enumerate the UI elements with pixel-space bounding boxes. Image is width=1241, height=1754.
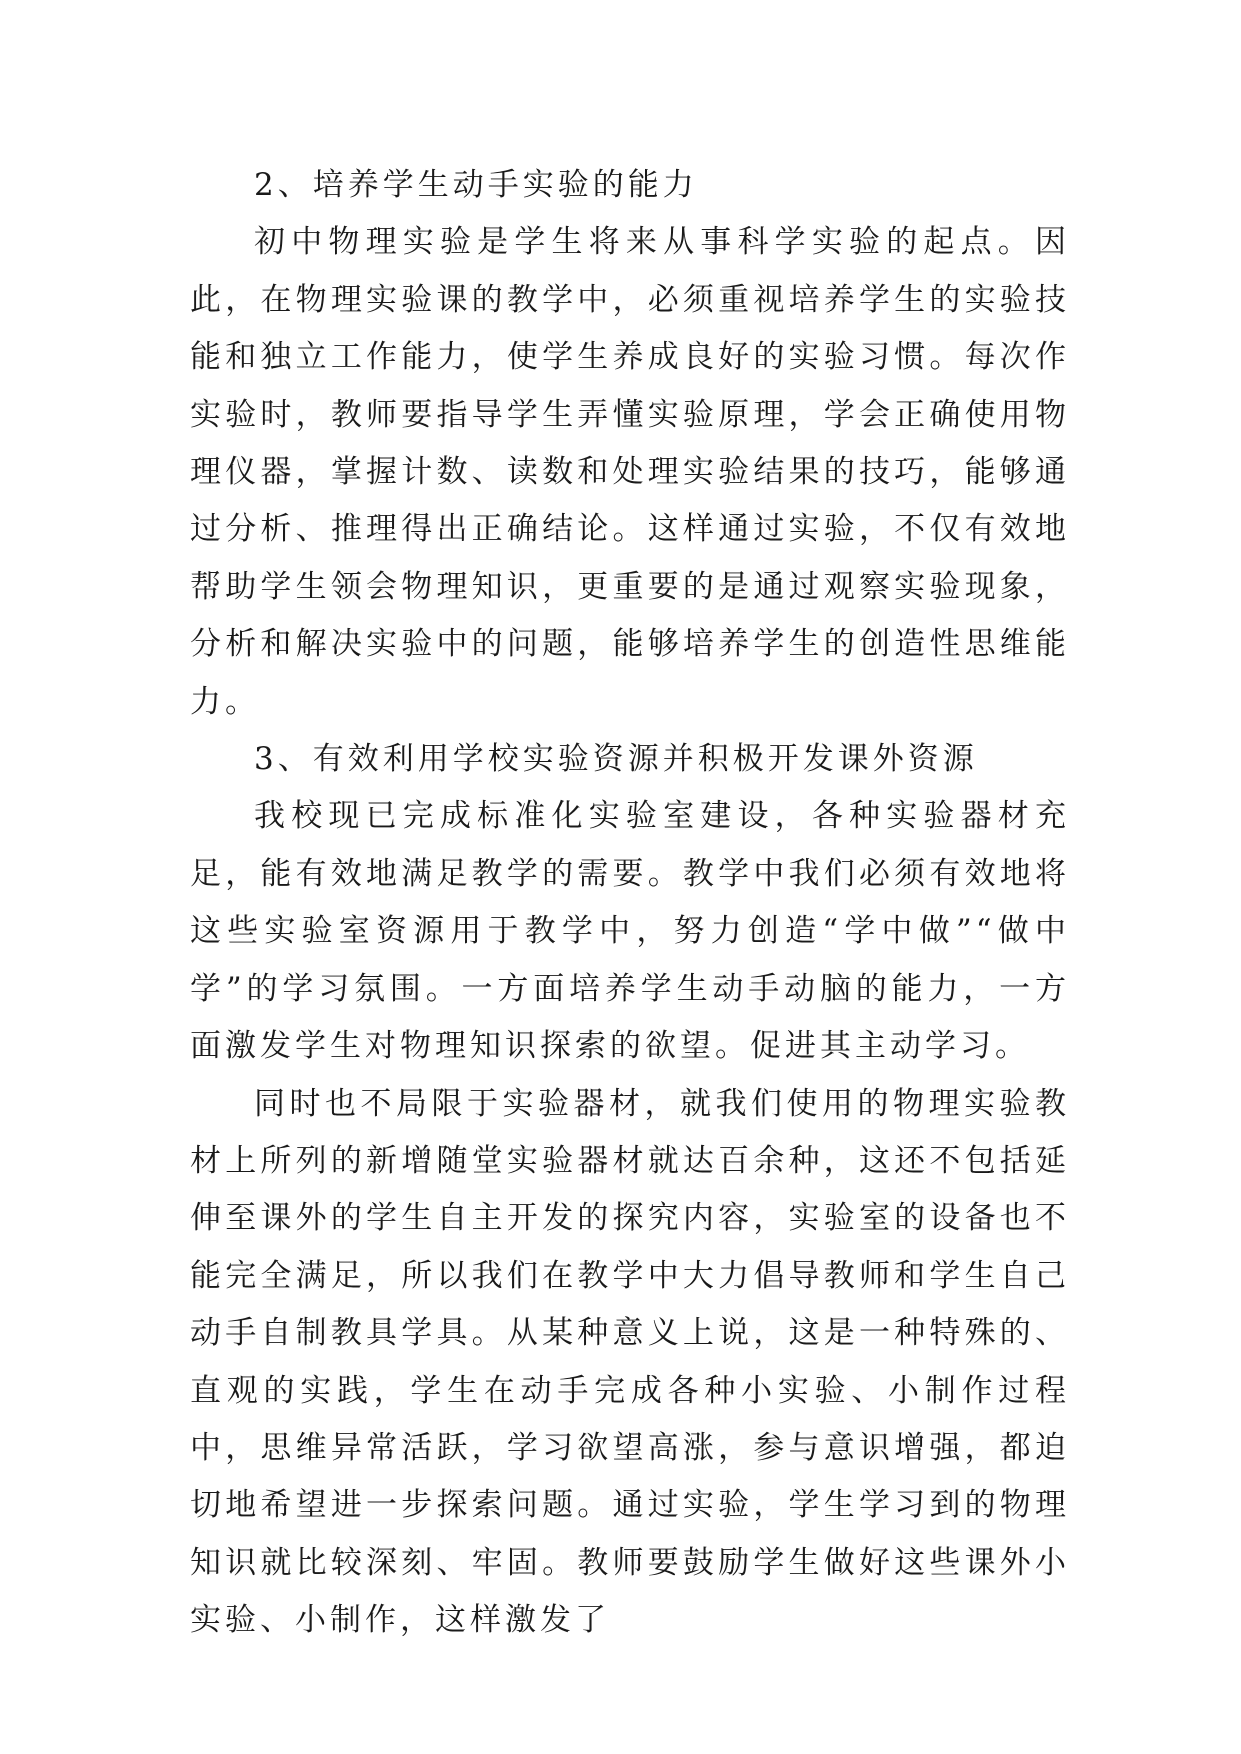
- section-heading-2: 2、培养学生动手实验的能力: [254, 167, 698, 203]
- paragraph-lab-resources: 我校现已完成标准化实验室建设，各种实验器材充足，能有效地满足教学的需要。教学中我们必须有效地将这些实验室资源用于教学中，努力创造“学中做”“做中学”的学习氛围。一方面培养学生动手动脑的能力，一方面激发学生对物理知识探索的欲望。促进其主动学习。: [190, 798, 1070, 1065]
- section-heading-3: 3、有效利用学校实验资源并积极开发课外资源: [254, 741, 978, 778]
- paragraph-experiment-skills: 初中物理实验是学生将来从事科学实验的起点。因此，在物理实验课的教学中，必须重视培养学生的实验技能和独立工作能力，使学生养成良好的实验习惯。每次作实验时，教师要指导学生弄懂实验原理，学会正确使用物理仪器，掌握计数、读数和处理实验结果的技巧，能够通过分析、推理得出正确结论。这样通过实验，不仅有效地帮助学生领会物理知识，更重要的是通过观察实验现象，分析和解决实验中的问题，能够培养学生的创造性思维能力。: [190, 224, 1070, 720]
- document-body: [190, 157, 1070, 1650]
- paragraph-homemade-tools: 同时也不局限于实验器材，就我们使用的物理实验教材上所列的新增随堂实验器材就达百余种，这还不包括延伸至课外的学生自主开发的探究内容，实验室的设备也不能完全满足，所以我们在教学中大力倡导教师和学生自己动手自制教具学具。从某种意义上说，这是一种特殊的、直观的实践，学生在动手完成各种小实验、小制作过程中，思维异常活跃，学习欲望高涨，参与意识增强，都迫切地希望进一步探索问题。通过实验，学生学习到的物理知识就比较深刻、牢固。教师要鼓励学生做好这些课外小实验、小制作，这样激发了: [190, 1085, 1070, 1639]
